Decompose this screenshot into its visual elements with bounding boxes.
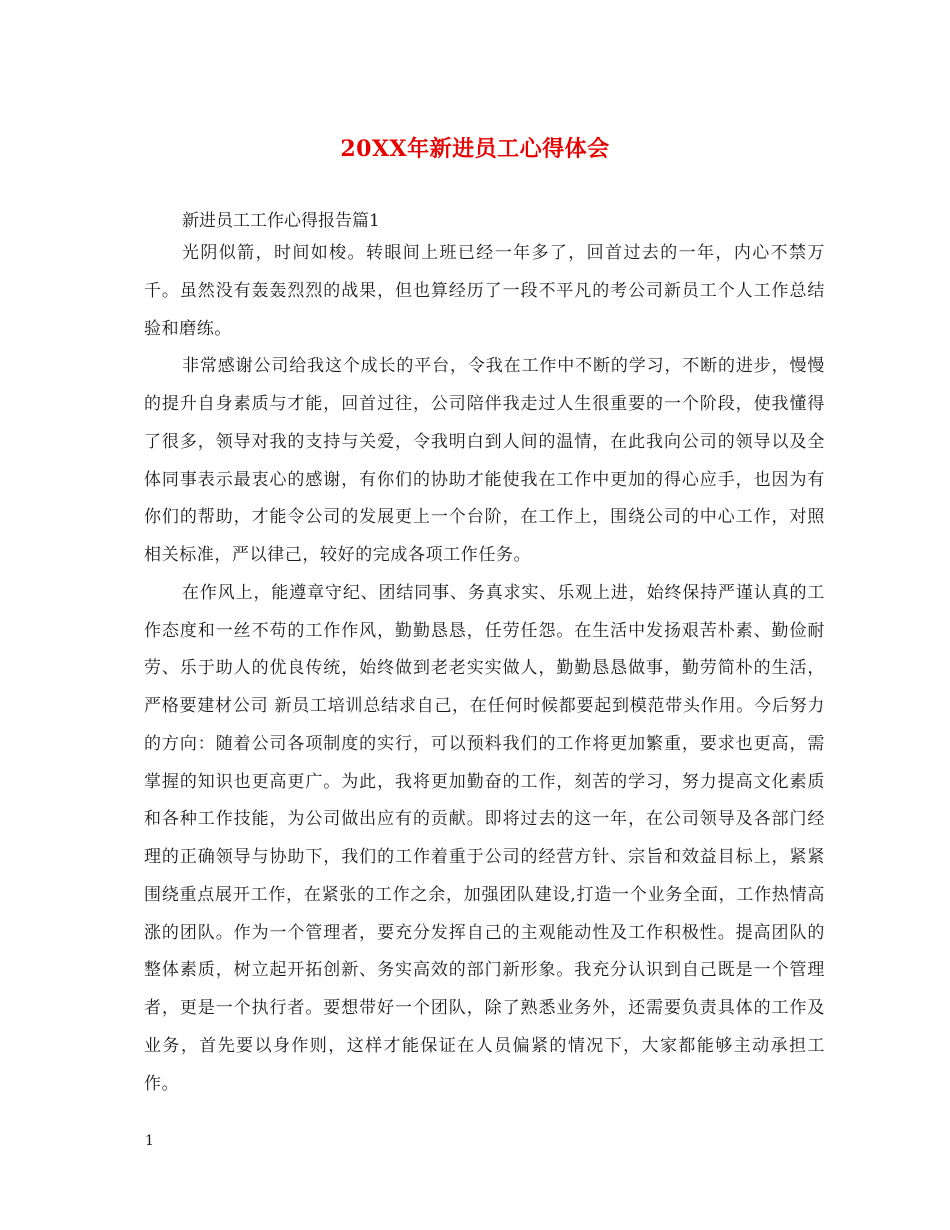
paragraph: 光阴似箭，时间如梭。转眼间上班已经一年多了，回首过去的一年，内心不禁万千。虽然没有轰轰烈烈的战果，但也算经历了一段不平凡的考公司新员工个人工作总结验和磨练。 bbox=[144, 243, 825, 339]
document-body bbox=[144, 235, 825, 1103]
page-number: 1 bbox=[145, 1133, 154, 1149]
document-title: 20XX年新进员工心得体会 bbox=[340, 136, 610, 162]
paragraph: 非常感谢公司给我这个成长的平台，令我在工作中不断的学习，不断的进步，慢慢的提升自身素质与才能，回首过往，公司陪伴我走过人生很重要的一个阶段，使我懂得了很多，领导对我的支持与关爱，令我明白到人间的温情，在此我向公司的领导以及全体同事表示最衷心的感谢，有你们的协助才能使我在工作中更加的得心应手，也因为有你们的帮助，才能令公司的发展更上一个台阶，在工作上，围绕公司的中心工作，对照相关标准，严以律己，较好的完成各项工作任务。 bbox=[144, 356, 825, 565]
paragraph: 在作风上，能遵章守纪、团结同事、务真求实、乐观上进，始终保持严谨认真的工作态度和一丝不苟的工作作风，勤勤恳恳，任劳任怨。在生活中发扬艰苦朴素、勤俭耐劳、乐于助人的优良传统，始终做到老老实实做人，勤勤恳恳做事，勤劳简朴的生活，严格要建材公司 新员工培训总结求自己，在任何时候都要起到模范带头作用。今后努力的方向：随着公司各项制度的实行，可以预料我们的工作将更加繁重，要求也更高，需掌握的知识也更高更广。为此，我将更加勤奋的工作，刻苦的学习，努力提高文化素质和各种工作技能，为公司做出应有的贡献。即将过去的这一年，在公司领导及各部门经理的正确领导与协助下，我们的工作着重于公司的经营方针、宗旨和效益目标上，紧紧围绕重点展开工作，在紧张的工作之余，加强团队建设,打造一个业务全面，工作热情高涨的团队。作为一个管理者，要充分发挥自己的主观能动性及工作积极性。提高团队的整体素质，树立起开拓创新、务实高效的部门新形象。我充分认识到自己既是一个管理者，更是一个执行者。要想带好一个团队，除了熟悉业务外，还需要负责具体的工作及业务，首先要以身作则，这样才能保证在人员偏紧的情况下，大家都能够主动承担工作。 bbox=[144, 582, 825, 1094]
section-heading: 新进员工工作心得报告篇1 bbox=[182, 211, 380, 231]
